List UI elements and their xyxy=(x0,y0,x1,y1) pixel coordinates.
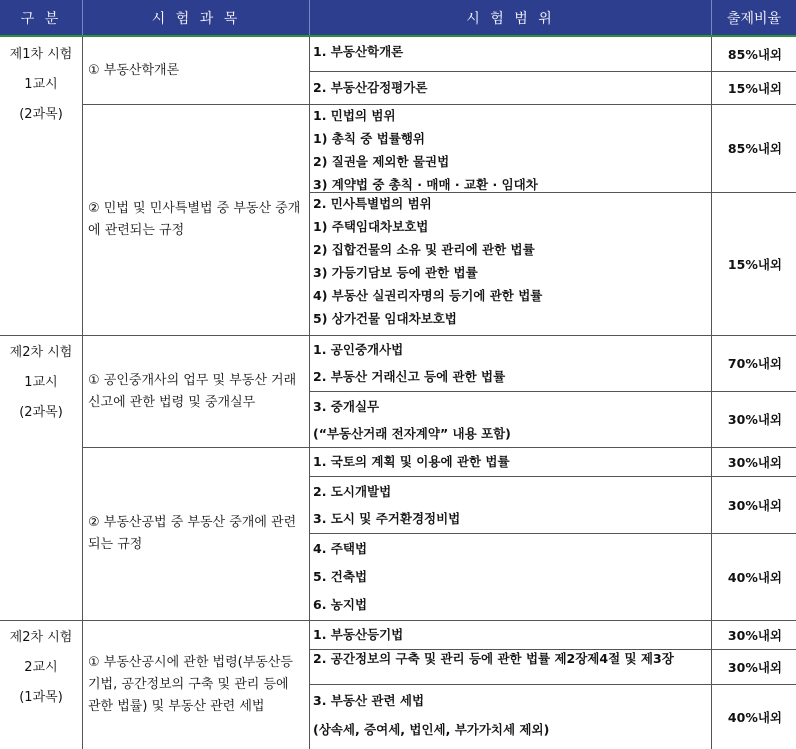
scope-line: 2. 부동산 거래신고 등에 관한 법률 xyxy=(313,369,506,384)
header-divider xyxy=(0,35,796,37)
ratio-value: 85%내외 xyxy=(727,46,782,62)
ratio-cell xyxy=(712,621,796,649)
category-count: (2과목) xyxy=(19,107,63,122)
ratio-value: 15%내외 xyxy=(727,80,782,96)
scope-line: 2) 집합건물의 소유 및 관리에 관한 법률 xyxy=(313,242,535,257)
scope-line: 5) 상가건물 임대차보호법 xyxy=(313,311,457,326)
category-title: 제2차 시험 xyxy=(9,345,73,360)
ratio-value: 30%내외 xyxy=(727,659,782,675)
category-period: 1교시 xyxy=(24,77,58,92)
scope-line: 3. 중개실무 xyxy=(313,399,380,414)
scope-line: (상속세, 증여세, 법인세, 부가가치세 제외) xyxy=(313,722,550,737)
ratio-cell xyxy=(712,685,796,749)
subject-name: ① 부동산학개론 xyxy=(88,63,180,78)
scope-line: 3) 가등기담보 등에 관한 법률 xyxy=(313,265,478,280)
scope-line: 3. 도시 및 주거환경정비법 xyxy=(313,511,461,526)
ratio-cell xyxy=(712,105,796,192)
ratio-cell xyxy=(712,534,796,620)
ratio-value: 30%내외 xyxy=(727,497,782,513)
ratio-cell xyxy=(712,37,796,71)
scope-line: 2. 도시개발법 xyxy=(313,484,392,499)
scope-line: 1) 주택임대차보호법 xyxy=(313,219,429,234)
scope-line: 4. 주택법 xyxy=(313,541,368,556)
category-period: 2교시 xyxy=(24,660,58,675)
ratio-value: 30%내외 xyxy=(727,627,782,643)
ratio-cell xyxy=(712,193,796,335)
subject-cell xyxy=(83,105,309,335)
scope-cell xyxy=(310,535,711,619)
scope-line: 6. 농지법 xyxy=(313,597,368,612)
scope-line: 2. 부동산감정평가론 xyxy=(313,80,428,95)
ratio-cell xyxy=(712,477,796,533)
category-title: 제2차 시험 xyxy=(9,630,73,645)
scope-cell xyxy=(310,192,711,330)
scope-line: (“부동산거래 전자계약” 내용 포함) xyxy=(313,426,511,441)
scope-line: 2. 민사특별법의 범위 xyxy=(313,196,432,211)
scope-cell xyxy=(310,686,711,744)
header-category: 구 분 xyxy=(0,0,83,35)
ratio-value: 70%내외 xyxy=(727,356,782,371)
subject-name: ① 부동산공시에 관한 법령(부동산등기법, 공간정보의 구축 및 관리 등에 관한 법률) 및 부동산 관련 세법 xyxy=(88,655,293,714)
scope-cell xyxy=(310,40,711,63)
ratio-value: 85%내외 xyxy=(727,141,782,156)
subject-cell xyxy=(83,621,309,749)
subject-cell xyxy=(83,38,309,104)
scope-cell xyxy=(310,649,711,666)
category-count: (2과목) xyxy=(19,405,63,420)
ratio-cell xyxy=(712,650,796,684)
ratio-cell xyxy=(712,72,796,104)
scope-cell xyxy=(310,478,711,532)
category-cell xyxy=(0,621,82,713)
category-title: 제1차 시험 xyxy=(9,47,73,62)
ratio-value: 15%내외 xyxy=(727,256,782,272)
ratio-value: 30%내외 xyxy=(727,412,782,427)
ratio-cell xyxy=(712,448,796,476)
scope-line: 1) 총칙 중 법률행위 xyxy=(313,131,425,146)
category-cell xyxy=(0,38,82,130)
category-count: (1과목) xyxy=(19,690,63,705)
scope-line: 5. 건축법 xyxy=(313,569,368,584)
subject-name: ① 공인중개사의 업무 및 부동산 거래신고에 관한 법령 및 중개실무 xyxy=(88,372,297,410)
scope-line: 2) 질권을 제외한 물권법 xyxy=(313,154,450,169)
ratio-value: 40%내외 xyxy=(727,569,782,585)
scope-cell xyxy=(310,450,711,473)
scope-cell xyxy=(310,76,711,99)
header-ratio: 출제비율 xyxy=(712,0,796,35)
scope-line: 3) 계약법 중 총칙 · 매매 · 교환 · 임대차 xyxy=(313,177,538,192)
scope-line: 2. 공간정보의 구축 및 관리 등에 관한 법률 제2장제4절 및 제3장 xyxy=(313,651,674,666)
header-scope: 시 험 범 위 xyxy=(310,0,712,35)
scope-line: 1. 공인중개사법 xyxy=(313,342,404,357)
subject-name: ② 부동산공법 중 부동산 중개에 관련되는 규정 xyxy=(88,515,297,552)
scope-line: 1. 민법의 범위 xyxy=(313,108,396,123)
scope-cell xyxy=(310,393,711,447)
scope-line: 1. 국토의 계획 및 이용에 관한 법률 xyxy=(313,454,510,469)
scope-line: 3. 부동산 관련 세법 xyxy=(313,693,425,708)
category-period: 1교시 xyxy=(24,375,58,390)
scope-line: 1. 부동산학개론 xyxy=(313,44,404,59)
subject-name: ② 민법 및 민사특별법 중 부동산 중개에 관련되는 규정 xyxy=(88,201,301,238)
scope-line: 4) 부동산 실권리자명의 등기에 관한 법률 xyxy=(313,288,543,303)
category-cell xyxy=(0,336,82,428)
scope-line: 1. 부동산등기법 xyxy=(313,627,404,642)
scope-cell xyxy=(310,336,711,390)
scope-cell xyxy=(310,623,711,646)
subject-cell xyxy=(83,336,309,447)
header-subject: 시 험 과 목 xyxy=(83,0,310,35)
ratio-cell xyxy=(712,336,796,391)
ratio-cell xyxy=(712,392,796,447)
subject-cell xyxy=(83,448,309,620)
ratio-value: 40%내외 xyxy=(727,709,782,725)
scope-cell xyxy=(310,104,711,196)
ratio-value: 30%내외 xyxy=(727,454,782,470)
